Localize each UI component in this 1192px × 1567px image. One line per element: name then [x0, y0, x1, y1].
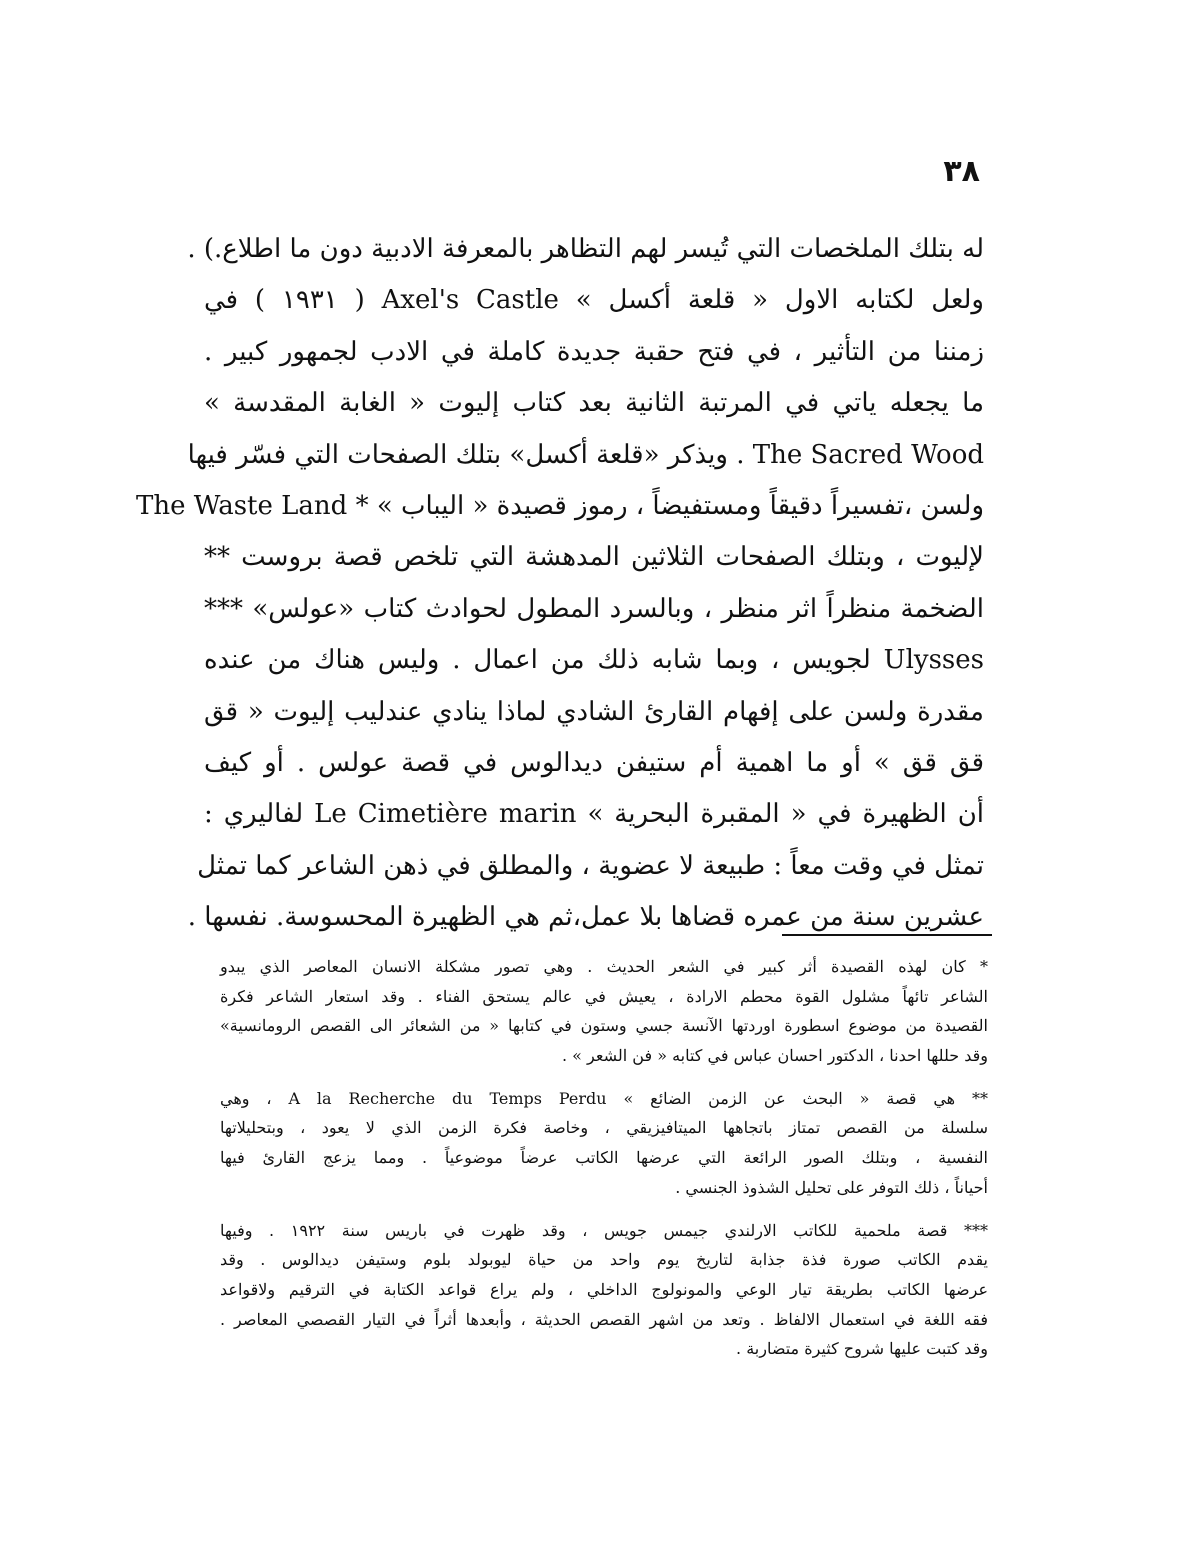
main-line: الضخمة منظراً اثر منظر ، وبالسرد المطول لحوادث كتاب «عولس» *** [204, 593, 984, 624]
main-line: The Sacred Wood . ويذكر «قلعة أكسل» بتلك الصفحات التي فسّر فيها [187, 439, 984, 470]
footnote-line: النفسية ، وبتلك الصور الرائعة التي عرضها الكاتب عرضاً موضوعياً . ومما يزعج القارئ فيها [220, 1148, 988, 1168]
main-line: Ulysses لجويس ، وبما شابه ذلك من اعمال . وليس هناك من عنده [204, 645, 984, 676]
footnote-line: عرضها الكاتب بطريقة تيار الوعي والمونولوج الداخلي ، ولم يراع قواعد الكتابة في الترقيم ولاقواعد [220, 1279, 988, 1299]
main-line: مقدرة ولسن على إفهام القارئ الشادي لماذا ينادي عندليب إليوت « قق [204, 696, 984, 727]
main-line: لإليوت ، وبتلك الصفحات الثلاثين المدهشة التي تلخص قصة بروست ** [204, 542, 984, 573]
footnote-line: ** هي قصة « البحث عن الزمن الضائع » A la Recherche du Temps Perdu ، وهي [220, 1088, 988, 1108]
footnote-line: *** قصة ملحمية للكاتب الارلندي جيمس جويس ، وقد ظهرت في باريس سنة ١٩٢٢ . وفيها [220, 1220, 988, 1240]
main-line: ولسن ،تفسيراً دقيقاً ومستفيضاً ، رموز قصيدة « اليباب » * The Waste Land [136, 490, 984, 521]
footnote-line: أحياناً ، ذلك التوفر على تحليل الشذوذ الجنسي . [675, 1177, 988, 1197]
footnote-line: القصيدة من موضوع اسطورة اوردتها الآنسة جسي وستون في كتابها « من الشعائر الى القصص الرومانسية» [220, 1016, 988, 1036]
main-line: تمثل في وقت معاً : طبيعة لا عضوية ، والمطلق في ذهن الشاعر كما تمثل [197, 850, 984, 881]
footnote-line: يقدم الكاتب صورة فذة جذابة لتاريخ يوم واحد من حياة ليوبولد بلوم وستيفن ديدالوس . وقد [220, 1250, 988, 1270]
footnote-separator [782, 934, 992, 936]
main-line: زمننا من التأثير ، في فتح حقبة جديدة كاملة في الادب لجمهور كبير . [204, 336, 984, 367]
footnote-3 [220, 1216, 988, 1364]
footnote-line: وقد حللها احدنا ، الدكتور احسان عباس في كتابه « فن الشعر » . [562, 1046, 988, 1066]
main-line: ولعل لكتابه الاول « قلعة أكسل » Axel's Castle ( ١٩٣١ ) في [204, 285, 984, 316]
main-text [136, 224, 985, 943]
footnote-line: فقه اللغة في استعمال الالفاظ . وتعد من اشهر القصص الحديثة ، وأبعدها أثراً في التيار القصصي المعاصر . [220, 1309, 988, 1329]
main-line: له بتلك الملخصات التي تُيسر لهم التظاهر بالمعرفة الادبية دون ما اطلاع.) . [187, 234, 984, 264]
main-line: عشرين سنة من عمره قضاها بلا عمل،ثم هي الظهيرة المحسوسة. نفسها . [187, 902, 984, 933]
footnote-line: سلسلة من القصص تمتاز باتجاهها الميتافيزيقي ، وخاصة فكرة الزمن الذي لا يعود ، وبتحليلاتها [220, 1118, 988, 1138]
footnote-line: وقد كتبت عليها شروح كثيرة متضاربة . [736, 1339, 988, 1359]
main-line: ما يجعله ياتي في المرتبة الثانية بعد كتاب إليوت « الغابة المقدسة » [204, 388, 984, 419]
page-number: ٣٨ [943, 154, 980, 189]
footnote-2 [220, 1084, 988, 1203]
footnote-line: الشاعر تائهاً مشلول القوة محطم الارادة ، يعيش في عالم يستحق الفناء . وقد استعار الشاعر فكرة [220, 986, 988, 1006]
footnotes [220, 952, 988, 1377]
main-line: قق قق » أو ما اهمية أم ستيفن ديدالوس في قصة عولس . أو كيف [204, 747, 984, 778]
footnote-1 [220, 952, 988, 1071]
footnote-line: * كان لهذه القصيدة أثر كبير في الشعر الحديث . وهي تصور مشكلة الانسان المعاصر الذي يبدو [220, 957, 988, 976]
main-line: أن الظهيرة في « المقبرة البحرية » Le Cimetière marin لفاليري : [204, 799, 985, 830]
